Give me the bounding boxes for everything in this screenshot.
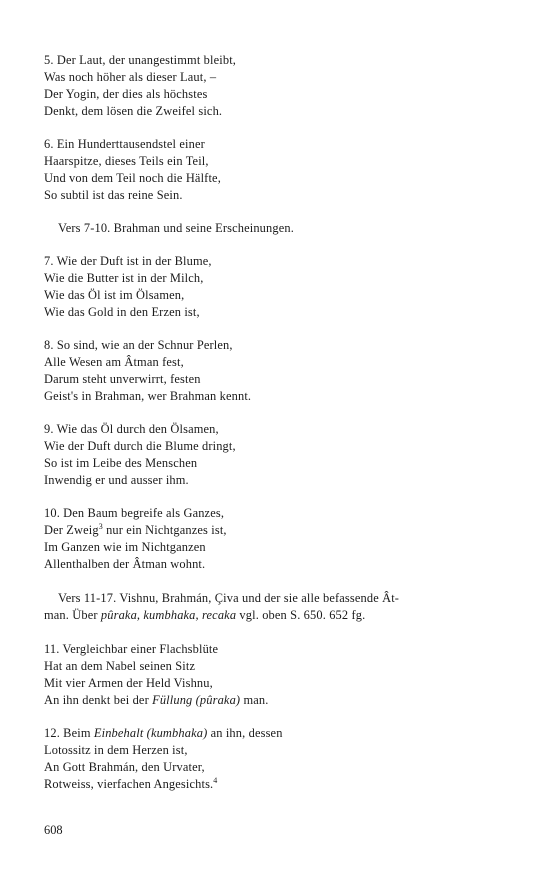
heading-text: vgl. oben S. 650. 652 fg. (236, 608, 366, 622)
verse-line (44, 776, 514, 793)
verse-line: Inwendig er und ausser ihm. (44, 473, 189, 487)
stanza-6 (44, 136, 514, 204)
section-heading-text (44, 607, 506, 624)
verse-line: 11. Vergleichbar einer Flachsblüte (44, 642, 219, 656)
verse-text: Rotweiss, vierfachen Angesichts. (44, 777, 214, 791)
verse-line: Wie die Butter ist in der Milch, (44, 271, 204, 285)
verse-line: Wie der Duft durch die Blume dringt, (44, 439, 236, 453)
verse-text: An ihn denkt bei der (44, 693, 153, 707)
section-heading-text: Vers 7-10. Brahman und seine Erscheinungen. (58, 221, 294, 235)
verse-italic-text: Einbehalt (kumbhaka) (93, 726, 208, 740)
verse-line: Was noch höher als dieser Laut, – (44, 70, 217, 84)
section-heading-7-10 (44, 220, 506, 237)
verse-line: Lotossitz in dem Herzen ist, (44, 743, 188, 757)
verse-italic-text: Füllung (pûraka) (152, 693, 241, 707)
heading-text: man. Über (44, 608, 101, 622)
stanza-12 (44, 725, 514, 793)
verse-line: 9. Wie das Öl durch den Ölsamen, (44, 422, 219, 436)
verse-line: 10. Den Baum begreife als Ganzes, (44, 506, 225, 520)
footnote-marker: 3 (98, 521, 103, 531)
verse-line: Denkt, dem lösen die Zweifel sich. (44, 104, 223, 118)
verse-line: Allenthalben der Âtman wohnt. (44, 557, 206, 571)
verse-line: Wie das Öl ist im Ölsamen, (44, 288, 185, 302)
verse-line: So ist im Leibe des Menschen (44, 456, 198, 470)
verse-line (44, 692, 514, 709)
page-number: 608 (44, 823, 63, 837)
verse-text: an ihn, dessen (207, 726, 283, 740)
stanza-8 (44, 337, 514, 405)
verse-text: 12. Beim (44, 726, 94, 740)
verse-line: An Gott Brahmán, den Urvater, (44, 760, 205, 774)
stanza-11 (44, 641, 514, 709)
section-heading-text: Vers 11-17. Vishnu, Brahmán, Çiva und der sie alle befassende Ât- (58, 591, 400, 605)
verse-line: 6. Ein Hunderttausendstel einer (44, 137, 205, 151)
verse-line: 7. Wie der Duft ist in der Blume, (44, 254, 212, 268)
verse-line: Geist's in Brahman, wer Brahman kennt. (44, 389, 252, 403)
verse-line: So subtil ist das reine Sein. (44, 188, 183, 202)
stanza-7 (44, 253, 514, 321)
verse-line: Hat an dem Nabel seinen Sitz (44, 659, 196, 673)
footnote-marker: 4 (213, 775, 218, 785)
verse-line: Alle Wesen am Âtman fest, (44, 355, 184, 369)
verse-line: Mit vier Armen der Held Vishnu, (44, 676, 213, 690)
verse-line (44, 725, 514, 742)
verse-line: 8. So sind, wie an der Schnur Perlen, (44, 338, 233, 352)
verse-line: Der Yogin, der dies als höchstes (44, 87, 208, 101)
verse-line: Wie das Gold in den Erzen ist, (44, 305, 200, 319)
stanza-10 (44, 505, 514, 573)
section-heading-11-17 (44, 590, 506, 624)
verse-line: 5. Der Laut, der unangestimmt bleibt, (44, 53, 237, 67)
stanza-5 (44, 52, 514, 120)
verse-line (44, 522, 514, 539)
verse-text: Der Zweig (44, 523, 99, 537)
verse-line: Und von dem Teil noch die Hälfte, (44, 171, 221, 185)
verse-line: Haarspitze, dieses Teils ein Teil, (44, 154, 209, 168)
heading-italic-text: pûraka, kumbhaka, recaka (100, 608, 237, 622)
verse-line: Darum steht unverwirrt, festen (44, 372, 201, 386)
verse-text: nur ein Nichtganzes ist, (102, 523, 227, 537)
stanza-9 (44, 421, 514, 489)
verse-line: Im Ganzen wie im Nichtganzen (44, 540, 206, 554)
verse-text: man. (240, 693, 269, 707)
